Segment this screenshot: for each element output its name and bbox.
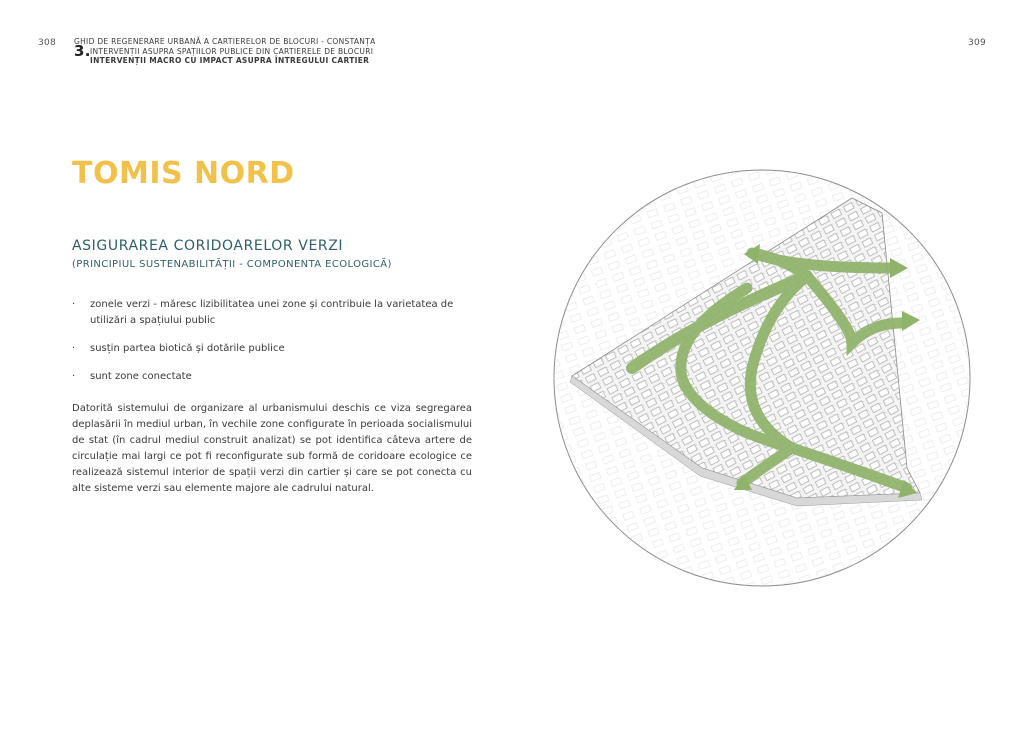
- bullet-item: [72, 369, 472, 385]
- page-number-left: 308: [38, 38, 57, 48]
- section-title: INTERVENȚII MACRO CU IMPACT ASUPRA ÎNTREGULUI CARTIER: [90, 56, 370, 65]
- page-title: TOMIS NORD: [72, 156, 295, 191]
- guide-title: GHID DE REGENERARE URBANĂ A CARTIERELOR DE BLOCURI - CONSTANȚA: [74, 37, 376, 46]
- bullet-list: [72, 297, 472, 397]
- bullet-marker: ·: [72, 371, 76, 382]
- bullet-marker: ·: [72, 343, 76, 354]
- page-number-right: 309: [968, 38, 987, 48]
- body-paragraph: Datorită sistemului de organizare al urbanismului deschis ce viza segregarea deplasării în mediul urban, în vechile zone configurate în perioada socialismului de stat (în cadrul mediul construit analizat) se pot identifica câteva artere de circulație mai largi ce pot fi reconfigurate sub formă de coridoare ecologice ce realizează sistemul interior de spații verzi din cartier și care se pot conecta cu alte sisteme verzi sau elemente majore ale cadrului natural.: [72, 403, 472, 494]
- bullet-item: [72, 297, 472, 329]
- green-corridors-map: [552, 168, 972, 588]
- bullet-text: zonele verzi - măresc lizibilitatea unei zone și contribuie la varietatea de utilizări a spațiului public: [90, 299, 454, 326]
- bullet-item: [72, 341, 472, 357]
- section-subtitle-note: (PRINCIPIUL SUSTENABILITĂȚII - COMPONENTA ECOLOGICĂ): [72, 259, 392, 270]
- bullet-text: sunt zone conectate: [90, 371, 192, 382]
- chapter-number: 3.: [74, 42, 91, 60]
- running-header: [74, 37, 376, 66]
- section-subtitle: ASIGURAREA CORIDOARELOR VERZI: [72, 238, 344, 254]
- chapter-title: INTERVENȚII ASUPRA SPAȚIILOR PUBLICE DIN CARTIERELE DE BLOCURI: [90, 46, 374, 56]
- bullet-marker: ·: [72, 299, 76, 310]
- bullet-text: susțin partea biotică și dotările publice: [90, 343, 285, 354]
